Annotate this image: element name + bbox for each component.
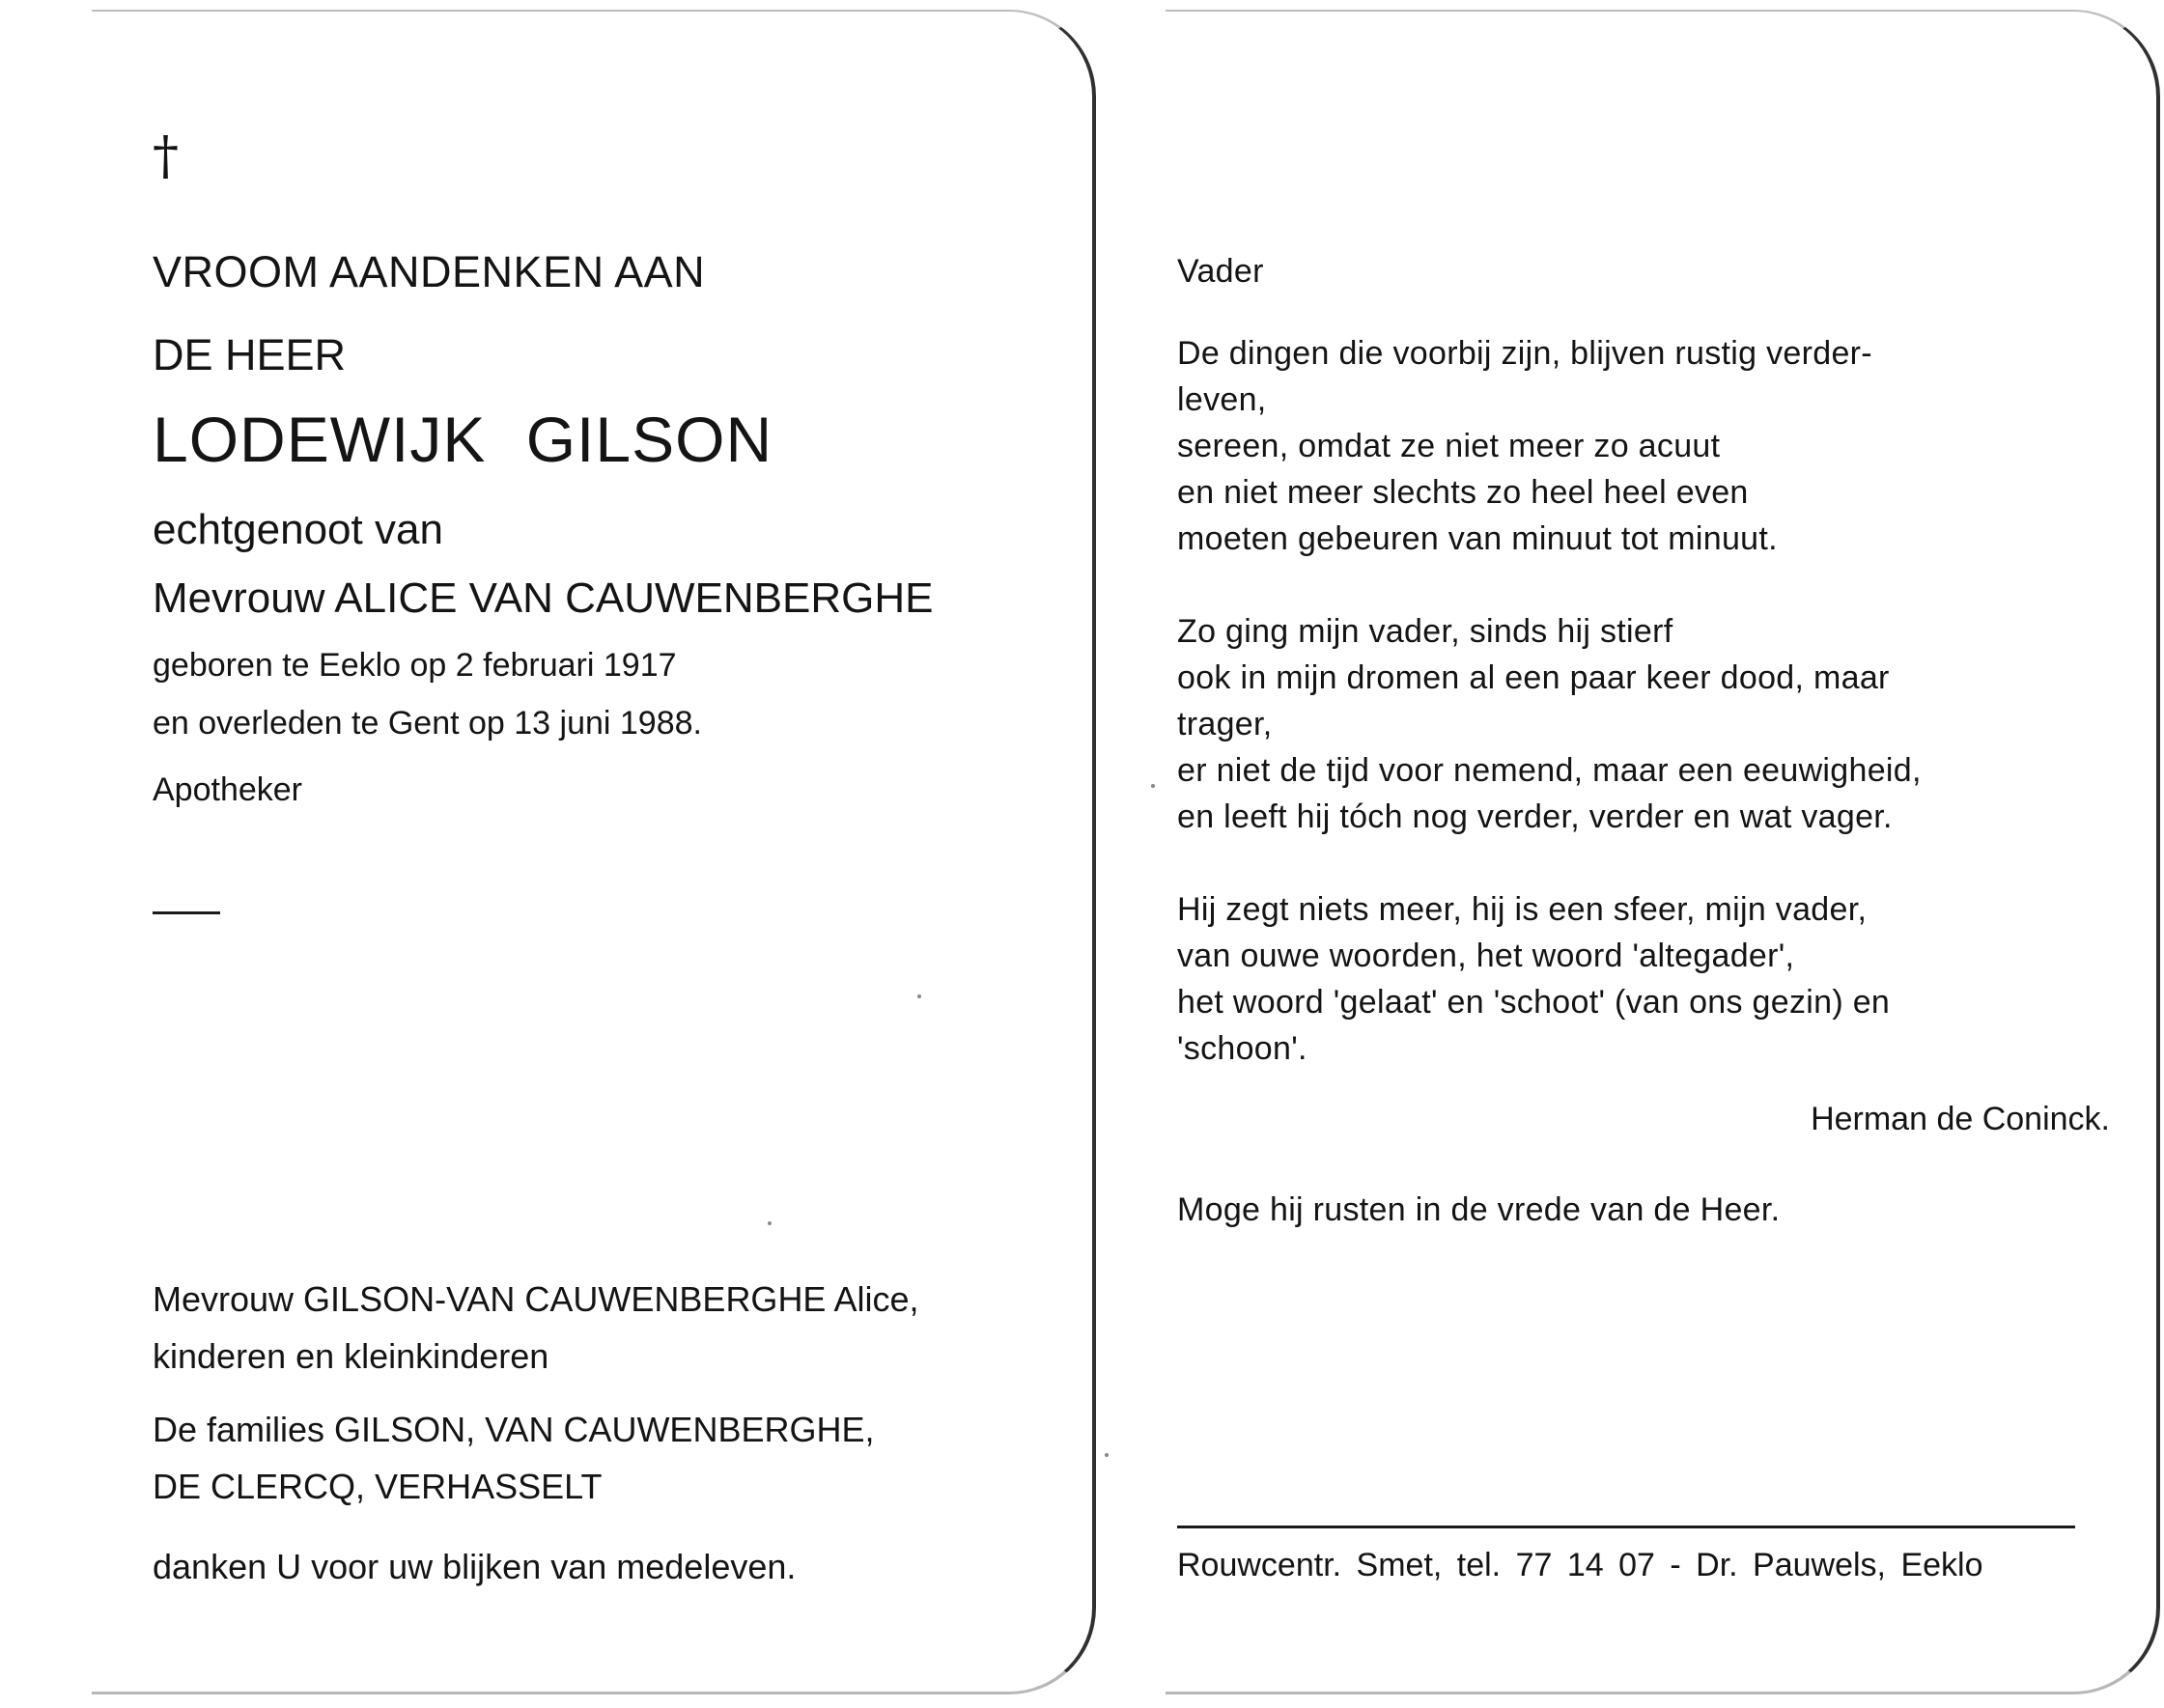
poem-line: het woord 'gelaat' en 'schoot' (van ons gezin) en	[1177, 984, 1891, 1021]
paper-speck	[768, 1221, 772, 1225]
thanks-line: kinderen en kleinkinderen	[153, 1336, 549, 1376]
poem-line: 'schoon'.	[1177, 1030, 1307, 1067]
birth-line: geboren te Eeklo op 2 februari 1917	[153, 647, 677, 684]
poem-line: moeten gebeuren van minuut tot minuut.	[1177, 520, 1778, 557]
printer-credit: Rouwcentr. Smet, tel. 77 14 07 - Dr. Pauwels, Eeklo	[1177, 1547, 1983, 1583]
death-line: en overleden te Gent op 13 juni 1988.	[153, 705, 702, 742]
poem-line: en niet meer slechts zo heel heel even	[1177, 474, 1749, 511]
poem-line: sereen, omdat ze niet meer zo acuut	[1177, 428, 1721, 464]
spouse-name: Mevrouw ALICE VAN CAUWENBERGHE	[153, 574, 934, 622]
poem-line: Hij zegt niets meer, hij is een sfeer, mijn vader,	[1177, 891, 1868, 928]
deceased-name: LODEWIJK GILSON	[153, 404, 773, 475]
poem-line: van ouwe woorden, het woord 'altegader',	[1177, 938, 1795, 974]
thanks-line: De families GILSON, VAN CAUWENBERGHE,	[153, 1410, 875, 1449]
divider-short	[153, 911, 220, 914]
memorial-card-back	[1166, 10, 2160, 1694]
profession: Apotheker	[153, 771, 302, 808]
poem-title: Vader	[1177, 253, 1264, 290]
divider-long	[1177, 1526, 2075, 1528]
paper-speck	[917, 994, 921, 998]
prayer-line: Moge hij rusten in de vrede van de Heer.	[1177, 1191, 1781, 1228]
title-prefix: DE HEER	[153, 330, 347, 379]
poem-line: leven,	[1177, 381, 1267, 418]
memorial-heading: VROOM AANDENKEN AAN	[153, 247, 706, 296]
poem-line: er niet de tijd voor nemend, maar een eeuwigheid,	[1177, 752, 1922, 789]
poem-line: Zo ging mijn vader, sinds hij stierf	[1177, 613, 1673, 650]
thanks-line: Mevrouw GILSON-VAN CAUWENBERGHE Alice,	[153, 1279, 919, 1319]
paper-speck	[1151, 784, 1155, 788]
poem-line: De dingen die voorbij zijn, blijven rustig verder-	[1177, 335, 1872, 372]
thanks-line: DE CLERCQ, VERHASSELT	[153, 1467, 603, 1506]
relation-text: echtgenoot van	[153, 506, 443, 553]
poem-line: ook in mijn dromen al een paar keer dood, maar	[1177, 659, 1890, 696]
paper-speck	[1105, 1453, 1109, 1457]
cross-symbol: †	[153, 126, 179, 186]
poem-line: en leeft hij tóch nog verder, verder en wat vager.	[1177, 798, 1893, 835]
memorial-card-front	[92, 10, 1096, 1694]
poem-author: Herman de Coninck.	[1811, 1101, 2110, 1137]
poem-line: trager,	[1177, 706, 1273, 742]
thanks-line: danken U voor uw blijken van medeleven.	[153, 1547, 797, 1586]
